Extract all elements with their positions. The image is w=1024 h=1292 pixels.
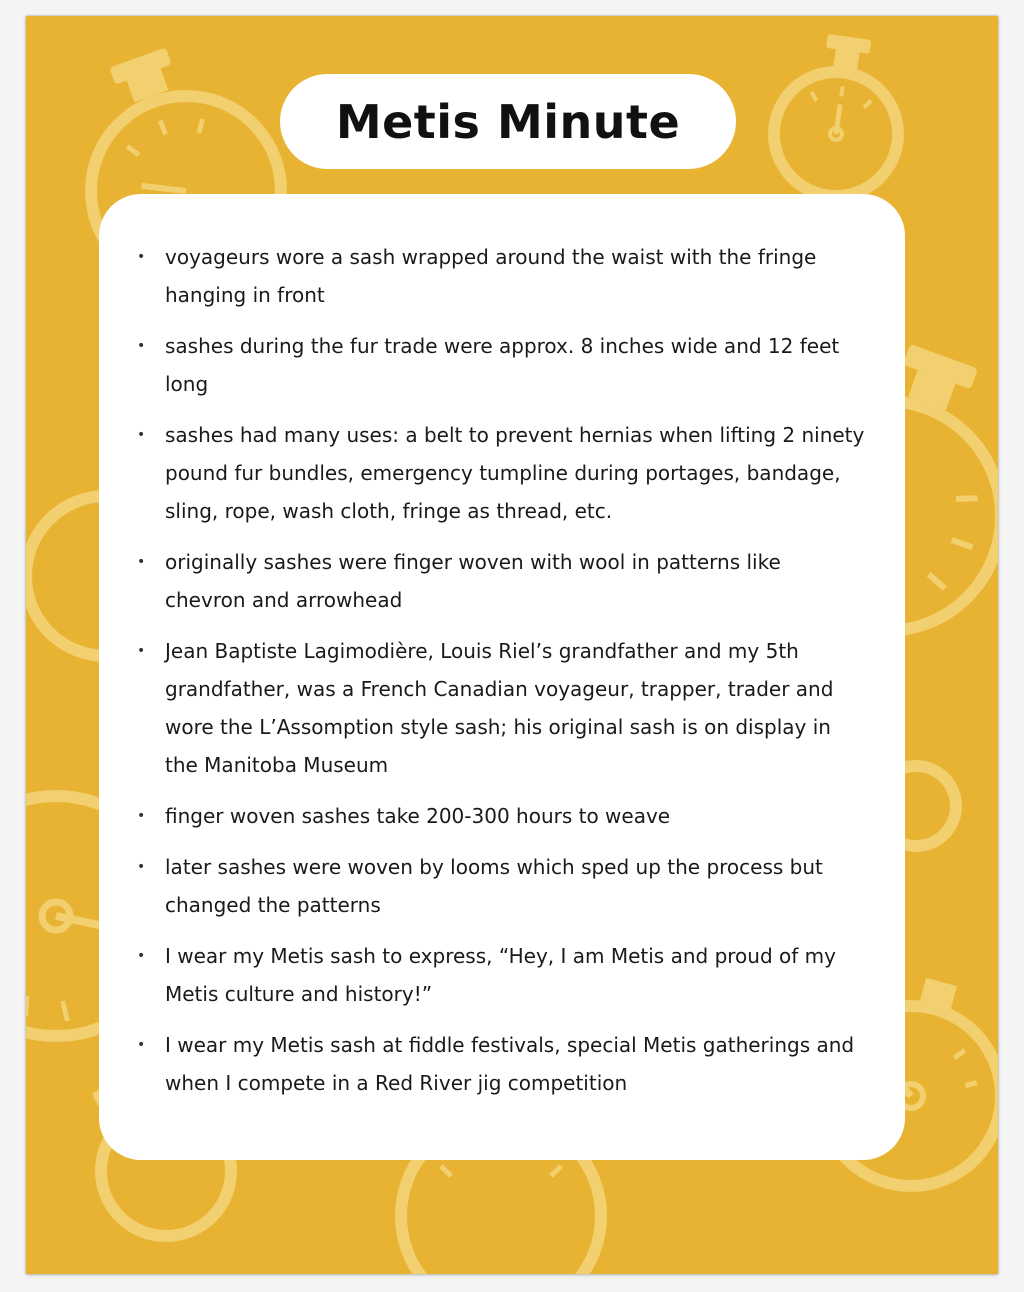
bullet-icon: • xyxy=(137,948,146,964)
facts-card xyxy=(99,194,905,1160)
list-item xyxy=(99,848,905,924)
list-item xyxy=(99,937,905,1013)
title-banner xyxy=(280,74,736,169)
stopwatch-icon xyxy=(766,28,911,204)
page-title: Metis Minute xyxy=(335,94,681,149)
bullet-icon: • xyxy=(137,1037,146,1053)
list-item xyxy=(99,1026,905,1102)
fact-text: Jean Baptiste Lagimodière, Louis Riel’s grandfather and my 5th grandfather, was a French Canadian voyageur, trapper, trader and wore the L’Assomption style sash; his original sash is on display in the Manitoba Museum xyxy=(165,639,834,777)
list-item xyxy=(99,797,905,835)
bullet-icon: • xyxy=(137,338,146,354)
list-item xyxy=(99,416,905,530)
fact-text: originally sashes were finger woven with wool in patterns like chevron and arrowhead xyxy=(165,550,781,612)
bullet-icon: • xyxy=(137,427,146,443)
fact-text: later sashes were woven by looms which sped up the process but changed the patterns xyxy=(165,855,823,917)
list-item xyxy=(99,543,905,619)
fact-text: I wear my Metis sash at fiddle festivals, special Metis gatherings and when I compete in a Red River jig competition xyxy=(165,1033,855,1095)
list-item xyxy=(99,238,905,314)
bullet-icon: • xyxy=(137,808,146,824)
bullet-icon: • xyxy=(137,859,146,875)
bullet-icon: • xyxy=(137,643,146,659)
fact-sheet-page xyxy=(26,16,998,1274)
fact-text: I wear my Metis sash to express, “Hey, I am Metis and proud of my Metis culture and history!” xyxy=(165,944,836,1006)
facts-list xyxy=(99,238,905,1115)
list-item xyxy=(99,632,905,784)
fact-text: sashes during the fur trade were approx. 8 inches wide and 12 feet long xyxy=(165,334,840,396)
list-item xyxy=(99,327,905,403)
fact-text: voyageurs wore a sash wrapped around the waist with the fringe hanging in front xyxy=(165,245,817,307)
bullet-icon: • xyxy=(137,249,146,265)
bullet-icon: • xyxy=(137,554,146,570)
fact-text: finger woven sashes take 200-300 hours to weave xyxy=(165,804,671,828)
fact-text: sashes had many uses: a belt to prevent hernias when lifting 2 ninety pound fur bundles, emergency tumpline during portages, bandage, sling, rope, wash cloth, fringe as thread, etc. xyxy=(165,423,865,523)
